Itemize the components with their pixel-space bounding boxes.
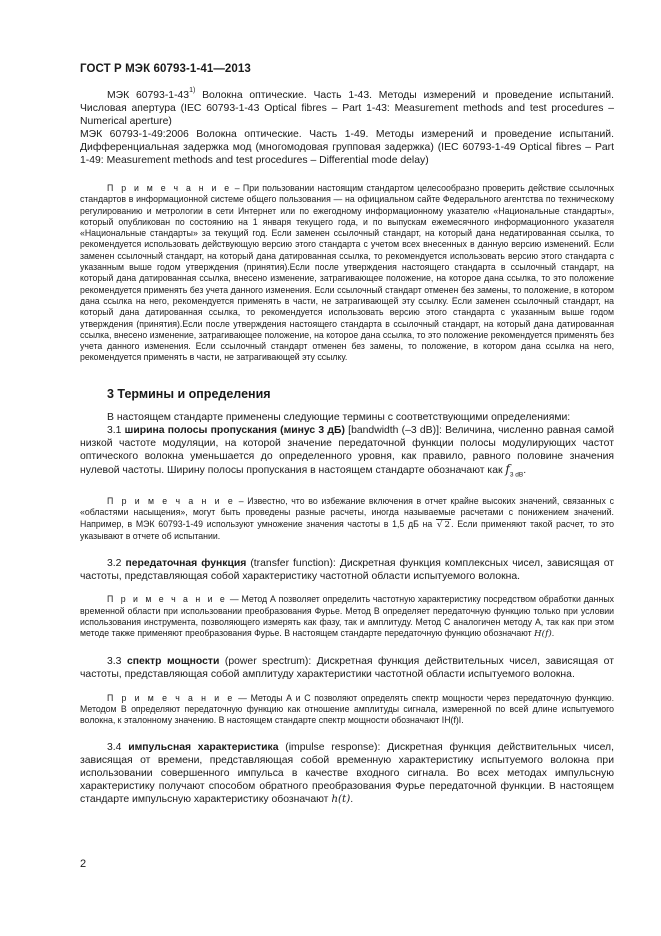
term-name: ширина полосы пропускания (минус 3 дБ) [124,424,345,436]
formula-symbol: IH(f)I [441,715,462,726]
term-number: 3.4 [107,742,129,754]
term-number: 3.1 [107,424,125,436]
section-intro: В настоящем стандарте применены следующие термины с соответствующими определениями: [107,411,571,423]
term-name: импульсная характеристика [128,742,279,754]
term-definition: (impulse response): Дискретная функция действительных чисел, зависящая от времени, представляющая собой временную характеристику испытуемого волокна при использовании совершенного импульса в качестве входного сигнала. Во всех методах импульсную характеристику получают способом обратного преобразования Фурье передаточной функции. В настоящем стандарте импульсную характеристику обозначают [80,742,614,806]
term-definition: (power spectrum): Дискретная функция действительных чисел, зависящая от частоты, представляющая собой амплитуду характеристики частотной области испытуемого волокна. [80,655,614,680]
term-definition: [bandwidth (–3 dB)]: Величина, численно равная самой низкой частоте модуляции, на которой значение передаточной функции полосы модулирующих частот оптического волокна уменьшается до определенного уровня, как правило, равного половине значения нулевой частоты. Ширину полосы пропускания в настоящем стандарте обозначают как [80,424,615,476]
note-paragraph: П р и м е ч а н и е – Известно, что во избежание включения в отчет крайне высоких значений, связанных с «областями насыщения», могут быть проведены разные расчеты, иногда называемые расчетами с понижением значений. Например, в МЭК 60793-1-49 используют умножение значения частоты в 1,5 дБ на √ 2. Если применяют такой расчет, то это указывают в отчете об испытании. [80,496,615,542]
note-label: П р и м е ч а н и е [107,183,232,193]
footnote-marker: 1) [189,87,196,94]
term-name: передаточная функция [125,558,247,570]
formula-symbol: $f_{3 dB}$ [505,461,524,479]
term-3-1: 3.1 ширина полосы пропускания (минус 3 дБ) [bandwidth (–3 dB)]: Величина, численно равная самой низкой частоте модуляции, на которой значение передаточной функции полосы модулирующих частот оптического волокна уменьшается до определенного уровня, как правило, равного половине значения нулевой частоты. Ширину полосы пропускания в настоящем стандарте обозначают как $f_{3 dB}$. [80,424,615,479]
note-paragraph: П р и м е ч а н и е — Методы А и С позволяют определять спектр мощности через передаточную функцию. Методом В определяют передаточную функцию как отношение амплитуды сигнала, измеренной по всей длине испытуемого волокна, к эталонному значению. В настоящем стандарте спектр мощности обозначают IH(f)I. [80,692,614,726]
term-definition: (transfer function): Дискретная функция комплексных чисел, зависящая от частоты, представляющая собой характеристику частотной области испытуемого волокна. [80,558,614,583]
note-label: П р и м е ч а н и е [107,692,235,703]
note-text: – При пользовании настоящим стандартом целесообразно проверить действие ссылочных стандартов в информационной системе общего пользования — на официальном сайте Федерального агентства по техническому регулированию и метрологии в сети Интернет или по ежегодному информационному указателю «Национальные стандарты», который опубликован по состоянию на 1 января текущего года, и по выпускам ежемесячного информационного указателя «Национальные стандарты» за текущий год. Если заменен ссылочный стандарт, на который дана недатированная ссылка, то рекомендуется использовать действующую версию этого стандарта с учетом всех внесенных в данную версию изменений. Если заменен ссылочный стандарт, на который дана датированная ссылка, то рекомендуется использовать версию этого стандарта с указанным выше годом утверждения (принятия).Если после утверждения настоящего стандарта в ссылочный стандарт, на который дана датированная ссылка, внесено изменение, затрагивающее положение, на которое дана ссылка, то это положение рекомендуется применять без учета данного изменения. Если ссылочный стандарт отменен без замены, то положение, в котором дана ссылка на него, рекомендуется применять в части, не затрагивающей эту ссылку. Если заменен ссылочный стандарт, на который дана датированная ссылка, то рекомендуется использовать версию этого стандарта с указанным выше годом утверждения (принятия).Если после утверждения настоящего стандарта в ссылочный стандарт, на который дана датированная ссылка, внесено изменение, затрагивающее положение, на которое дана ссылка, то это положение рекомендуется применять без учета данного изменения. Если ссылочный стандарт отменен без замены, то положение, в котором дана ссылка на него, рекомендуется применять в части, не затрагивающей эту ссылку. [80,183,614,363]
note-paragraph [80,183,614,364]
term-number: 3.2 [107,558,126,570]
reference-text: Волокна оптические. Часть 1-43. Методы измерений и проведение испытаний. Числовая апертура (IEC 60793-1-43 Optical fibres – Part 1-43: Measurement methods and test procedures – Numerical aperture) [80,90,614,127]
term-number: 3.3 [107,655,127,667]
reference-code: МЭК 60793-1-43 [107,90,190,101]
document-content [80,84,614,806]
term-3-4: 3.4 импульсная характеристика (impulse response): Дискретная функция действительных чисел, зависящая от времени, представляющая собой временную характеристику испытуемого волокна при использовании совершенного импульса в качестве входного сигнала. Во всех методах импульсную характеристику получают способом обратного преобразования Фурье передаточной функции. В настоящем стандарте импульсную характеристику обозначают h(t). [80,742,614,806]
term-name: спектр мощности [126,655,220,667]
reference-entry: МЭК 60793-1-49:2006 Волокна оптические. Часть 1-49. Методы измерений и проведение испытаний. Дифференциальная задержка мод (многомодовая групповая задержка) (IEC 60793-1-49 Optical fibres – Part 1-49: Measurement methods and test procedures – Differential mode delay) [80,129,614,166]
formula-symbol: H(f) [534,629,552,640]
section-title: 3 Термины и определения [107,386,271,401]
page-number: 2 [80,858,87,870]
note-text: – Известно, что во избежание включения в отчет крайне высоких значений, связанных с «областями насыщения», могут быть проведены разные расчеты, иногда называемые расчетами с понижением значений. Например, в МЭК 60793-1-49 используют умножение значения частоты в 1,5 дБ на [80,496,615,529]
document-header: ГОСТ Р МЭК 60793-1-41—2013 [80,63,251,75]
note-text: — Методы А и С позволяют определять спектр мощности через передаточную функцию. Методом В определяют передаточную функцию как отношение амплитуды сигнала, измеренной по всей длине испытуемого волокна, к эталонному значению. В настоящем стандарте спектр мощности обозначают [80,692,614,726]
formula-symbol: h(t) [331,793,351,806]
note-label: П р и м е ч а н и е [107,496,236,507]
note-text: — Метод А позволяет определить частотную характеристику посредством обработки данных временной области при использовании преобразования Фурье. Метод В определяет передаточную функцию только при условии использования инструмента, позволяющего измерять как фазу, так и амплитуду. Метод С аналогичен методу А, так как при этом методе также применяют преобразования Фурье. В настоящем стандарте передаточную функцию обозначают [80,594,614,639]
term-3-3 [80,655,614,681]
sqrt-formula: √ 2 [436,519,451,530]
note-label: П р и м е ч а н и е [107,594,228,605]
note-paragraph: П р и м е ч а н и е — Метод А позволяет определить частотную характеристику посредством обработки данных временной области при использовании преобразования Фурье. Метод В определяет передаточную функцию только при условии использования инструмента, позволяющего измерять как фазу, так и амплитуду. Метод С аналогичен методу А, так как при этом методе также применяют преобразования Фурье. В настоящем стандарте передаточную функцию обозначают H(f). [80,594,614,640]
reference-entry [80,84,614,128]
term-3-2 [80,557,614,583]
